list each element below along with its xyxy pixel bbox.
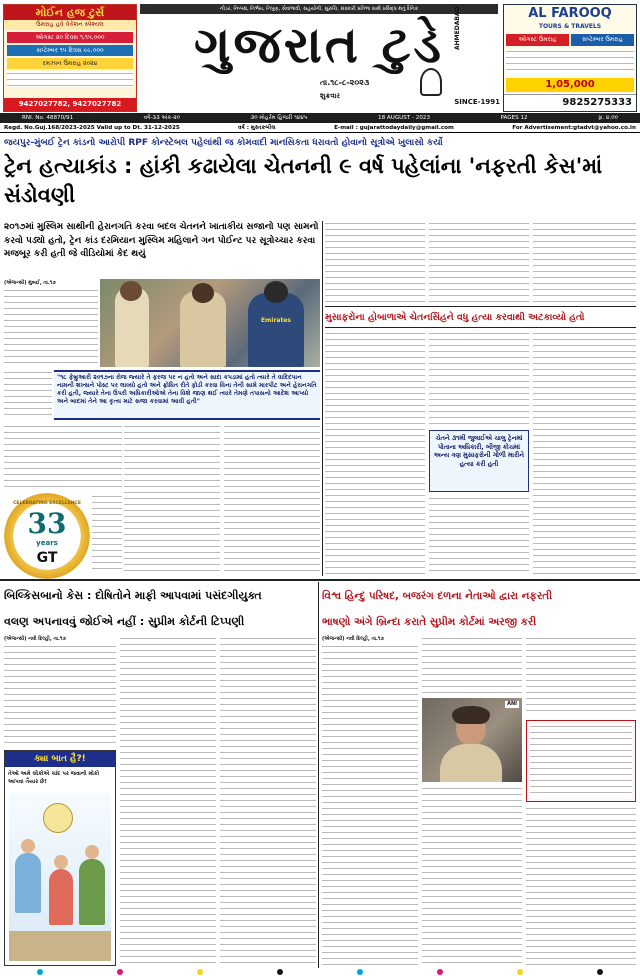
email-contact: E-mail : gujarattodaydaily@gmail.com <box>334 125 454 131</box>
top-story-body-col1b <box>4 370 52 418</box>
price: રૂા. ૪.૦૦ <box>598 115 618 121</box>
brinda-col3-bottom <box>526 806 636 966</box>
brinda-col3-top <box>526 636 636 716</box>
edition-label: વર્ષ : મુસ્તકબીલ <box>238 125 276 131</box>
anniversary-label: CELEBRATING EXCELLENCE <box>13 501 81 506</box>
top-story-body-col1 <box>4 288 98 366</box>
top-story-dateline: (એજન્સી) મુંબઈ, તા.૧૭ <box>4 280 56 286</box>
top-story-right-col2 <box>429 221 529 303</box>
left-ad-brand: મોઈન હજ ટુર્સ <box>4 5 136 20</box>
left-ad-line3: સપ્ટેમ્બર ૧૫ દિવસ ૯૯,૦૦૦ <box>7 45 133 56</box>
cartoon-box <box>4 750 116 966</box>
top-story-body-col1c <box>4 424 122 490</box>
top-story-right-col3 <box>533 221 636 303</box>
masthead-emblem <box>420 68 442 96</box>
bilkis-headline-2: વલણ અપનાવવું જોઈએ નહીં : સુપ્રીમ કોર્ટની ટિપ્પણી <box>4 615 245 628</box>
sub-story-headline: મુસાફરોના હોબાળાએ ચેતનસિંહને વધુ હત્યા કરવાથી અટકાવ્યો હતો <box>325 306 636 328</box>
sub-story-col3 <box>533 331 636 575</box>
top-story-subhead: ૨૦૧૭માં મુસ્લિમ સાથીની હેરાનગતિ કરવા બદલ ચેતનને ખાતાકીય સજાનો પણ સામનો કરવો પડ્યો હતો, ટ્રેન કાંડ દરમિયાન મુસ્લિમ મહિલાને ગન પોઈન્ટ પર સૂત્રોચ્ચાર કરવા મજબૂર કરી હતી જે વીડિયોમાં કેદ થયું <box>4 222 319 259</box>
masthead-date: તા.૧૮-૮-૨૦૨૩ <box>320 78 370 87</box>
top-story-kicker: જયપુર-મુંબઈ ટ્રેન કાંડનો આરોપી RPF કોન્સ્ટેબલ પહેલાંથી જ કોમવાદી માનસિકતા ધરાવતો હોવાનો સૂત્રોએ ખુલાસો કર્યો <box>4 138 443 148</box>
color-register-bar <box>0 968 640 976</box>
brinda-side-box <box>526 720 636 802</box>
left-ad-line4: રમઝાન ઉમરાહ ૨૦૨૪ <box>7 58 133 69</box>
rni-number: RNI. No. 48870/91 <box>22 115 74 121</box>
regd-number: Regd. No.Guj.168/2023-2025 Valid up to Dt. 31-12-2025 <box>4 125 180 131</box>
cartoon-caption: તેઓ અમે લોકોએ ચાંદ પર જવાનો મોકો આપવા તૈયાર છે! <box>8 771 100 785</box>
photo-shirt-text: Emirates <box>261 317 291 324</box>
brinda-col2-top <box>422 636 522 696</box>
top-story-pullquote: "૧૮ ફેબ્રુઆરી ૨૦૧૭ના રોજ જ્યારે તે ફરજ પર ન હતો અને સાદા કપડામાં હતો ત્યારે તે વાદિદપાન નામની શખ્સને પોસ્ટ પર લાવ્યો હતો અને ફ્રોધિત રીતે ફોડી કરવા વિના તેની સામે મારપીટ અને હેરાનગતિ કરી હતી, જ્યારે તેના ઉપરી અધિકારીઓએ તેના વિશે જાણ થઈ ત્યારે તેમણે તપાસનો આદેશ આપ્યો અને બાદમાં તેને આ કૃત્ય માટે સજા કરવામાં આવી હતી" <box>54 370 320 420</box>
photo-tag: ANI <box>507 701 517 707</box>
regd-bar <box>0 123 640 133</box>
right-ad-line1: ઓગસ્ટ ઉમરાહ <box>506 34 569 46</box>
right-ad-sub: TOURS & TRAVELS <box>538 23 602 30</box>
brinda-headline-1: વિશ્વ હિન્દુ પરિષદ, બજરંગ દળના નેતાઓ દ્વારા નફરતી <box>322 590 553 602</box>
bilkis-col2 <box>120 636 216 966</box>
top-story-right-col1 <box>325 221 425 303</box>
city-label: AHMEDABAD <box>454 6 461 50</box>
bilkis-col3 <box>220 636 316 966</box>
top-story-headline: ટ્રેન હત્યાકાંડ : હાંકી કઢાયેલા ચેતનની ૯ વર્ષ પહેલાંના 'નફરતી કેસ'માં સંડોવણી <box>4 154 603 207</box>
bilkis-headline-1: બિલ્કિસબાનો કેસ : દોષિતોને માફી આપવામાં પસંદગીયુક્ત <box>4 589 262 602</box>
ads-contact: For Advertisement:gtadvt@yahoo.co.in <box>512 125 636 131</box>
brinda-col1 <box>322 644 418 966</box>
anniversary-years: years <box>36 539 58 547</box>
left-ad-phones: 9427027782, 9427027782 <box>4 98 136 111</box>
tagline: નીડર, નિષ્પક્ષ, નિર્ભય, નિપુણ, સેવાભાવી, સહયોગી, સુરુચિ, સંસ્કારી પ્રતિભા સાથે પ્રસિદ્ધ થતું દૈનિક <box>140 4 498 14</box>
anniversary-badge <box>4 493 90 579</box>
masthead-weekday: શુક્રવાર <box>320 92 341 100</box>
cartoon-illustration <box>9 793 111 961</box>
masthead-left-ad <box>3 4 137 112</box>
masthead-right-ad <box>503 4 637 112</box>
sub-story-col2-bottom <box>429 496 529 575</box>
top-story-body-col2 <box>124 424 220 574</box>
right-ad-brand: AL FAROOQ <box>528 6 612 21</box>
brinda-dateline: (એજન્સી) નવી દિલ્હી, તા.૧૭ <box>322 636 384 642</box>
since-label: SINCE-1991 <box>454 98 500 106</box>
sub-story-col2-top <box>429 331 529 427</box>
info-bar <box>0 113 640 123</box>
cartoon-title: ક્યા બાત હૈ?! <box>5 751 115 767</box>
brinda-headline-2: ભાષણો અંગે બ્રિન્દા કરાતે સુપ્રીમ કોર્ટમાં અરજી કરી <box>322 616 537 628</box>
bilkis-col1 <box>4 644 116 746</box>
left-ad-line2: ઓગસ્ટ ૨૦ દિવસ ૧,૧૫,૦૦૦ <box>7 32 133 43</box>
sub-story-callout: ચેતને ૩૧મી જુલાઈએ ચાલુ ટ્રેનમાં પોતાના અધિકારી, બીજી કોચમાં અન્ય ત્રણ મુસાફરોની ગોળી મારીને હત્યા કરી હતી <box>429 430 529 492</box>
hijri-date: ૩૦ મોહર્રમ હિજરી ૧૪૪૫ <box>250 115 308 121</box>
left-ad-line1: ઉમરાહ હવે વેકેશન સ્પેશ્યલ <box>4 20 136 30</box>
top-story-body-col1d <box>92 494 122 574</box>
bilkis-dateline: (એજન્સી) નવી દિલ્હી, તા.૧૭ <box>4 636 66 642</box>
brinda-col2-bottom <box>422 786 522 966</box>
volume-issue: વર્ષ-૩૩ અંક-૨૦ <box>143 115 181 121</box>
page-count: PAGES 12 <box>500 115 528 121</box>
right-ad-line2: સપ્ટેમ્બર ઉમરાહ <box>571 34 634 46</box>
english-date: 18 AUGUST - 2023 <box>378 115 431 121</box>
newspaper-title: ગુજરાત ટુડે <box>193 16 444 74</box>
brinda-photo <box>422 698 522 782</box>
top-story-body-col3 <box>224 424 320 574</box>
anniversary-number: 33 <box>27 507 67 540</box>
right-ad-phone: 9825275333 <box>504 94 636 111</box>
gt-logo: GT <box>36 550 58 566</box>
right-ad-price: 1,05,000 <box>506 78 634 92</box>
top-story-photo <box>100 279 320 367</box>
sub-story-col1 <box>325 331 425 575</box>
